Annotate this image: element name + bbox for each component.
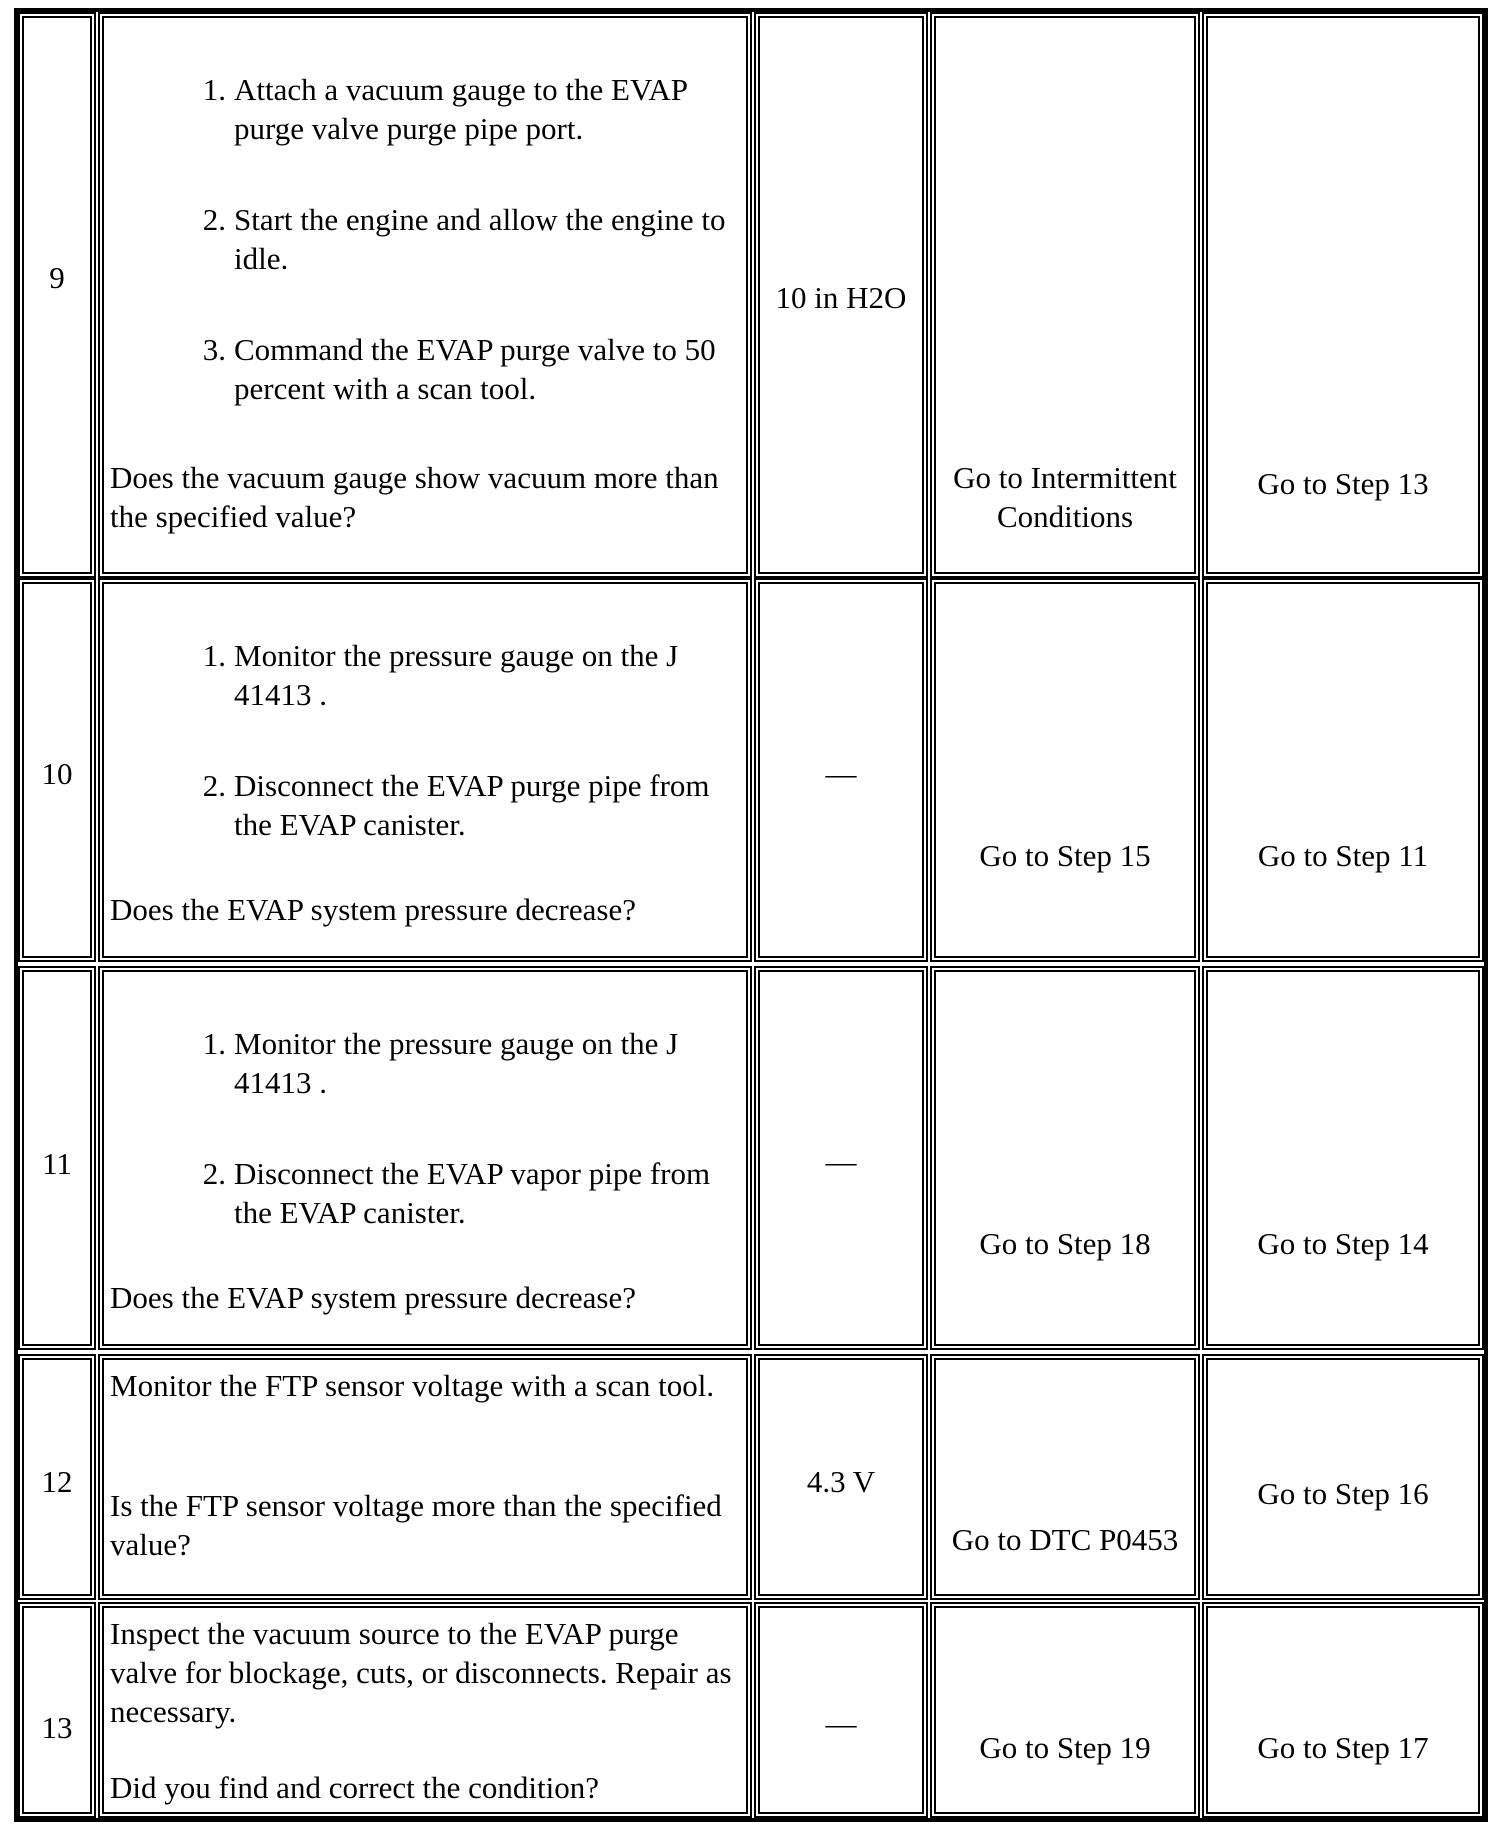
value-cell [754,578,928,962]
yes-cell [930,12,1200,578]
list-number: 1. [202,638,226,673]
list-number: 1. [202,1026,226,1061]
specified-value: — [825,756,857,791]
action-cell [98,578,752,962]
list-number: 1. [202,72,226,107]
no-action: Go to Step 11 [1257,838,1429,873]
yes-cell [930,1354,1200,1600]
list-number: 3. [202,332,226,367]
intro-text: Inspect the vacuum source to the EVAP purge valve for blockage, cuts, or disconnects. Repair as necessary. [110,1616,732,1729]
list-text: Disconnect the EVAP vapor pipe from the EVAP canister. [234,1156,711,1230]
question-text: Does the vacuum gauge show vacuum more than the specified value? [110,460,719,534]
specified-value: — [825,1706,857,1741]
no-action: Go to Step 13 [1257,466,1429,501]
no-cell [1202,1354,1484,1600]
list-text: Attach a vacuum gauge to the EVAP purge valve purge pipe port. [234,72,687,146]
yes-cell [930,1602,1200,1818]
question-text: Did you find and correct the condition? [110,1770,599,1805]
list-number: 2. [202,768,226,803]
no-cell [1202,966,1484,1350]
step-cell [18,966,96,1350]
step-cell [18,578,96,962]
step-cell [18,1602,96,1818]
yes-action: Go to Step 18 [979,1226,1151,1261]
no-action: Go to Step 17 [1257,1730,1429,1765]
no-cell [1202,578,1484,962]
action-cell [98,12,752,578]
list-text: Start the engine and allow the engine to idle. [234,202,726,276]
step-number: 9 [49,260,65,295]
question-text: Is the FTP sensor voltage more than the specified value? [110,1488,722,1562]
list-number: 2. [202,1156,226,1191]
action-cell [98,966,752,1350]
question-text: Does the EVAP system pressure decrease? [110,892,636,927]
value-cell [754,1602,928,1818]
value-cell [754,966,928,1350]
yes-action: Go to DTC P0453 [951,1522,1179,1557]
list-text: Monitor the pressure gauge on the J 41413 . [234,638,679,712]
yes-action: Go to Step 19 [979,1730,1151,1765]
step-number: 10 [41,756,73,791]
step-cell [18,12,96,578]
no-action: Go to Step 14 [1257,1226,1429,1261]
step-number: 12 [41,1464,73,1499]
value-cell [754,12,928,578]
specified-value: — [825,1144,857,1179]
intro-text: Monitor the FTP sensor voltage with a scan tool. [110,1368,715,1403]
step-number: 11 [42,1146,72,1181]
yes-action: Go to Intermittent Conditions [953,460,1177,534]
list-number: 2. [202,202,226,237]
action-cell [98,1602,752,1818]
list-text: Command the EVAP purge valve to 50 percent with a scan tool. [234,332,716,406]
list-text: Monitor the pressure gauge on the J 41413 . [234,1026,679,1100]
specified-value: 10 in H2O [775,280,907,315]
list-text: Disconnect the EVAP purge pipe from the EVAP canister. [234,768,710,842]
step-cell [18,1354,96,1600]
yes-action: Go to Step 15 [979,838,1151,873]
no-cell [1202,1602,1484,1818]
no-action: Go to Step 16 [1257,1476,1429,1511]
value-cell [754,1354,928,1600]
action-cell [98,1354,752,1600]
yes-cell [930,578,1200,962]
question-text: Does the EVAP system pressure decrease? [110,1280,636,1315]
no-cell [1202,12,1484,578]
step-number: 13 [41,1710,73,1745]
specified-value: 4.3 V [806,1464,876,1499]
yes-cell [930,966,1200,1350]
